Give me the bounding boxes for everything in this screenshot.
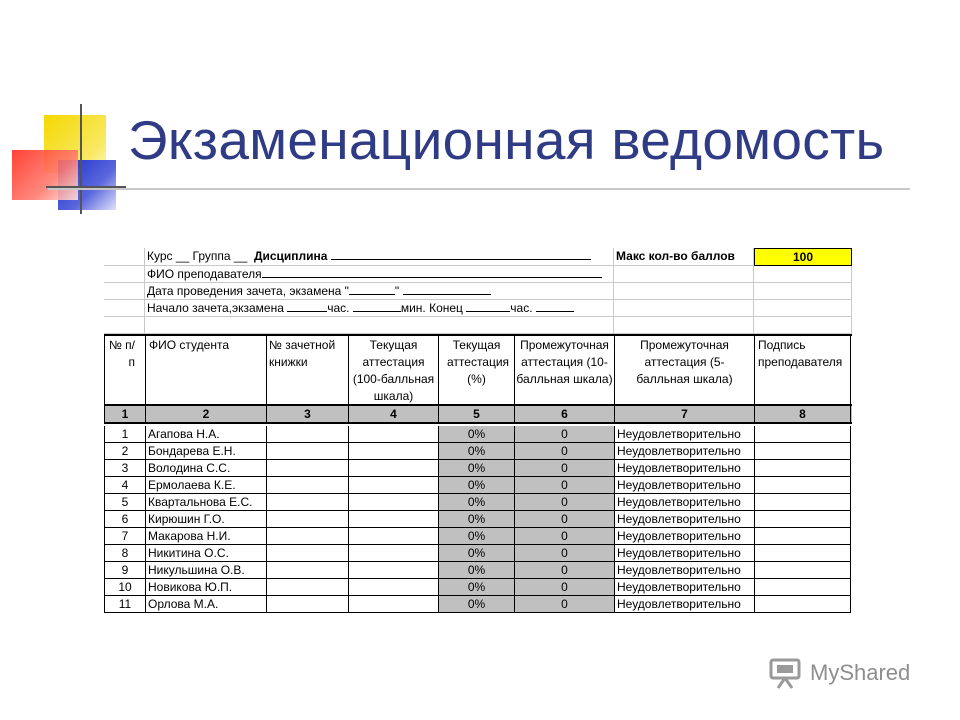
interim-5-grade: Неудовлетворительно — [615, 460, 755, 477]
column-header-row — [104, 334, 852, 406]
table-row — [105, 443, 853, 460]
end-hour-blank — [466, 300, 510, 312]
blank-cell — [614, 300, 754, 317]
signature-cell — [755, 426, 851, 443]
col-number: 4 — [349, 406, 439, 422]
interim-10-value: 0 — [515, 426, 615, 443]
current-pct-value: 0% — [439, 494, 515, 511]
interim-5-grade: Неудовлетворительно — [615, 528, 755, 545]
signature-cell — [755, 511, 851, 528]
interim-5-grade: Неудовлетворительно — [615, 477, 755, 494]
record-book-cell — [267, 562, 349, 579]
col-number: 1 — [105, 406, 146, 422]
max-label-cell — [614, 248, 754, 266]
date-quote: " — [394, 284, 400, 298]
table-row — [105, 477, 853, 494]
interim-10-value: 0 — [515, 443, 615, 460]
interim-10-value: 0 — [515, 545, 615, 562]
interim-5-grade: Неудовлетворительно — [615, 494, 755, 511]
teacher-cell — [145, 266, 614, 283]
student-name: Бондарева Е.Н. — [146, 443, 267, 460]
table-row — [105, 562, 853, 579]
col-number: 3 — [267, 406, 349, 422]
interim-10-value: 0 — [515, 596, 615, 613]
record-book-cell — [267, 511, 349, 528]
info-row-date — [104, 283, 852, 300]
table-row — [105, 596, 853, 613]
table-row — [105, 545, 853, 562]
info-row-course — [104, 248, 852, 266]
interim-5-grade: Неудовлетворительно — [615, 545, 755, 562]
teacher-label: ФИО преподавателя — [147, 267, 262, 281]
blank-cell — [145, 317, 614, 334]
record-book-cell — [267, 528, 349, 545]
current-100-cell — [349, 528, 439, 545]
signature-cell — [755, 443, 851, 460]
start-min-blank — [353, 300, 401, 312]
current-100-cell — [349, 460, 439, 477]
info-row-teacher — [104, 266, 852, 283]
current-100-cell — [349, 511, 439, 528]
signature-cell — [755, 596, 851, 613]
interim-5-grade: Неудовлетворительно — [615, 511, 755, 528]
table-row — [105, 511, 853, 528]
blank-cell — [754, 300, 852, 317]
row-number: 7 — [105, 528, 146, 545]
col-header-record-book: № зачетной книжки — [267, 336, 349, 406]
col-number: 7 — [615, 406, 755, 422]
current-pct-value: 0% — [439, 426, 515, 443]
col-header-num: № п/п — [105, 336, 146, 406]
max-value-cell — [754, 248, 852, 266]
record-book-cell — [267, 545, 349, 562]
student-name: Агапова Н.А. — [146, 426, 267, 443]
exam-sheet — [104, 248, 852, 611]
col-number: 5 — [439, 406, 515, 422]
row-number: 4 — [105, 477, 146, 494]
current-100-cell — [349, 426, 439, 443]
table-row — [105, 579, 853, 596]
start-cell — [145, 300, 614, 317]
current-pct-value: 0% — [439, 460, 515, 477]
current-pct-value: 0% — [439, 443, 515, 460]
row-number: 9 — [105, 562, 146, 579]
current-pct-value: 0% — [439, 596, 515, 613]
date-label: Дата проведения зачета, экзамена " — [147, 284, 349, 298]
blank-cell — [614, 317, 754, 334]
col-header-interim-5: Промежуточная аттестация (5-балльная шкала) — [615, 336, 755, 406]
blank-cell — [754, 266, 852, 283]
course-group-label: Курс __ Группа __ — [147, 249, 248, 263]
spacer-row — [104, 317, 852, 334]
current-100-cell — [349, 494, 439, 511]
current-100-cell — [349, 562, 439, 579]
current-100-cell — [349, 579, 439, 596]
course-cell — [145, 248, 614, 266]
page-title: Экзаменационная ведомость — [128, 109, 885, 171]
title-divider — [48, 188, 910, 190]
date-cell — [145, 283, 614, 300]
blank-cell — [104, 266, 145, 283]
col-header-name: ФИО студента — [146, 336, 267, 406]
end-hour-label: час. — [510, 301, 533, 315]
col-number: 6 — [515, 406, 615, 422]
start-label: Начало зачета,экзамена — [147, 301, 284, 315]
start-hour-label: час. — [327, 301, 350, 315]
student-name: Никитина О.С. — [146, 545, 267, 562]
table-row — [105, 494, 853, 511]
row-number: 8 — [105, 545, 146, 562]
record-book-cell — [267, 460, 349, 477]
interim-5-grade: Неудовлетворительно — [615, 443, 755, 460]
record-book-cell — [267, 477, 349, 494]
start-hour-blank — [287, 300, 327, 312]
blank-cell — [104, 283, 145, 300]
date-blank-month — [403, 283, 491, 295]
current-100-cell — [349, 545, 439, 562]
student-name: Володина С.С. — [146, 460, 267, 477]
discipline-label: Дисциплина — [253, 249, 328, 263]
blank-cell — [104, 317, 145, 334]
student-name: Макарова Н.И. — [146, 528, 267, 545]
interim-10-value: 0 — [515, 562, 615, 579]
interim-5-grade: Неудовлетворительно — [615, 562, 755, 579]
watermark — [768, 656, 910, 690]
signature-cell — [755, 528, 851, 545]
student-name: Орлова М.А. — [146, 596, 267, 613]
max-score-value: 100 — [792, 250, 814, 264]
row-number: 11 — [105, 596, 146, 613]
student-name: Кирюшин Г.О. — [146, 511, 267, 528]
table-row — [105, 426, 853, 443]
blank-cell — [614, 266, 754, 283]
signature-cell — [755, 579, 851, 596]
interim-5-grade: Неудовлетворительно — [615, 596, 755, 613]
interim-5-grade: Неудовлетворительно — [615, 426, 755, 443]
current-100-cell — [349, 596, 439, 613]
watermark-text: MyShared — [810, 660, 911, 685]
col-header-current-pct: Текущая аттестация (%) — [439, 336, 515, 406]
col-number: 2 — [146, 406, 267, 422]
interim-10-value: 0 — [515, 460, 615, 477]
col-number: 8 — [755, 406, 851, 422]
row-number: 6 — [105, 511, 146, 528]
current-pct-value: 0% — [439, 477, 515, 494]
current-pct-value: 0% — [439, 579, 515, 596]
student-table-body — [104, 426, 852, 613]
blank-cell — [104, 248, 145, 266]
interim-10-value: 0 — [515, 511, 615, 528]
record-book-cell — [267, 579, 349, 596]
end-min-blank — [536, 300, 574, 312]
signature-cell — [755, 494, 851, 511]
blank-cell — [104, 300, 145, 317]
record-book-cell — [267, 426, 349, 443]
date-blank-day — [349, 283, 395, 295]
table-row — [105, 528, 853, 545]
current-pct-value: 0% — [439, 562, 515, 579]
signature-cell — [755, 460, 851, 477]
current-100-cell — [349, 443, 439, 460]
signature-cell — [755, 477, 851, 494]
interim-5-grade: Неудовлетворительно — [615, 579, 755, 596]
interim-10-value: 0 — [515, 579, 615, 596]
signature-cell — [755, 545, 851, 562]
student-name: Новикова Ю.П. — [146, 579, 267, 596]
deco-vertical-line — [80, 104, 82, 214]
table-row — [105, 460, 853, 477]
teacher-blank — [262, 266, 602, 278]
col-header-interim-10: Промежуточная аттестация (10-балльная шкала) — [515, 336, 615, 406]
blank-cell — [614, 283, 754, 300]
row-number: 5 — [105, 494, 146, 511]
record-book-cell — [267, 494, 349, 511]
interim-10-value: 0 — [515, 528, 615, 545]
current-100-cell — [349, 477, 439, 494]
interim-10-value: 0 — [515, 477, 615, 494]
student-name: Ермолаева К.Е. — [146, 477, 267, 494]
start-min-label: мин. Конец — [400, 301, 463, 315]
record-book-cell — [267, 443, 349, 460]
col-header-current-100: Текущая аттестация (100-балльная шкала) — [349, 336, 439, 406]
info-row-start — [104, 300, 852, 317]
row-number: 2 — [105, 443, 146, 460]
record-book-cell — [267, 596, 349, 613]
row-number: 1 — [105, 426, 146, 443]
blank-cell — [754, 283, 852, 300]
current-pct-value: 0% — [439, 511, 515, 528]
student-name: Квартальнова Е.С. — [146, 494, 267, 511]
current-pct-value: 0% — [439, 528, 515, 545]
signature-cell — [755, 562, 851, 579]
row-number: 10 — [105, 579, 146, 596]
col-header-signature: Подпись преподавателя — [755, 336, 851, 406]
row-number: 3 — [105, 460, 146, 477]
presentation-icon — [768, 656, 804, 690]
interim-10-value: 0 — [515, 494, 615, 511]
max-score-label: Макс кол-во баллов — [616, 249, 735, 263]
deco-red-square — [12, 150, 78, 200]
current-pct-value: 0% — [439, 545, 515, 562]
column-number-row — [104, 406, 852, 424]
blank-cell — [754, 317, 852, 334]
discipline-blank — [331, 248, 591, 260]
decorative-squares — [0, 100, 140, 220]
student-name: Никульшина О.В. — [146, 562, 267, 579]
